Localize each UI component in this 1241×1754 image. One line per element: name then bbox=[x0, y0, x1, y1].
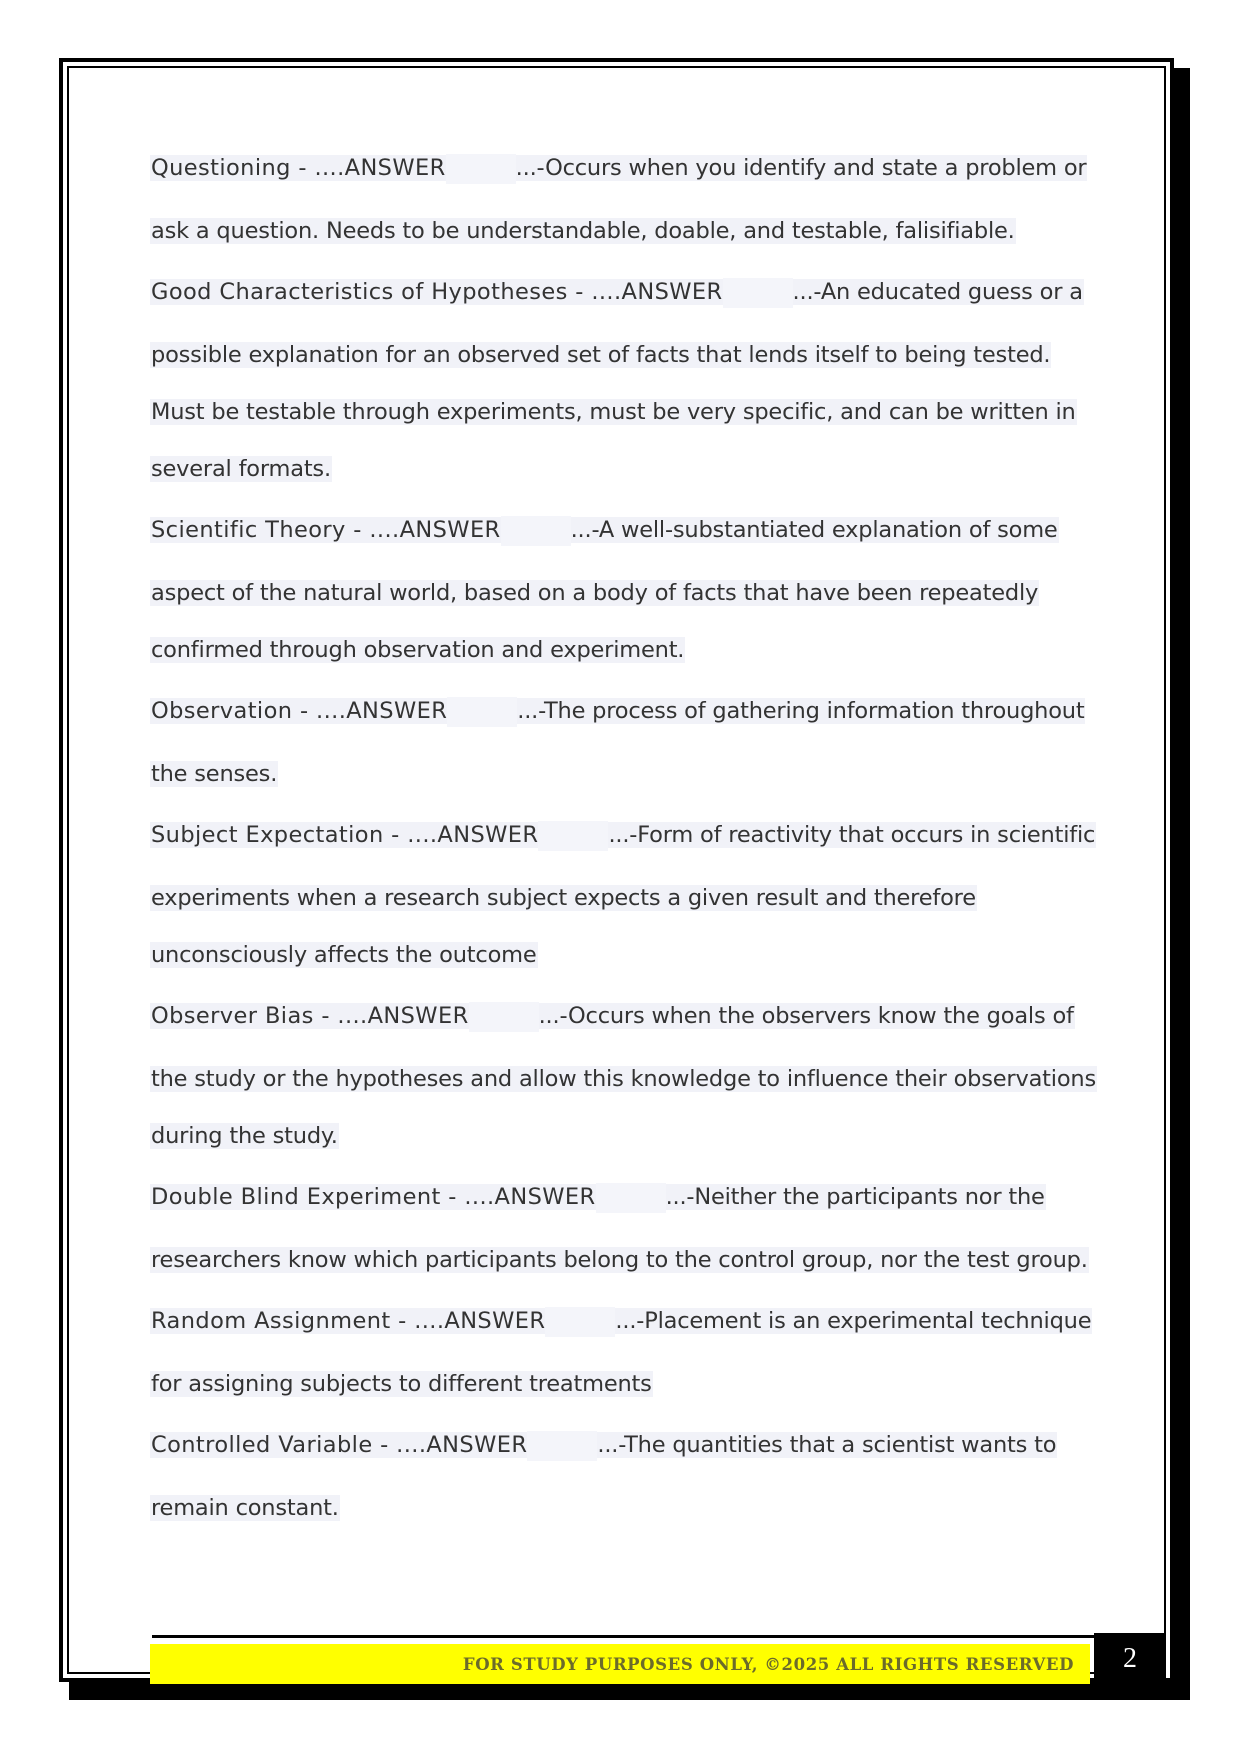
entry-answer: researchers know which participants belong to the control group, nor the test group. bbox=[151, 1247, 1088, 1273]
entry-answer: ...-Neither the participants nor the bbox=[665, 1184, 1045, 1210]
entry-answer: unconsciously affects the outcome bbox=[151, 942, 537, 968]
entry-line bbox=[150, 815, 1096, 878]
entry-line bbox=[150, 754, 1090, 815]
entry-answer: ...-An educated guess or a bbox=[792, 279, 1083, 305]
entry-answer: remain constant. bbox=[151, 1495, 339, 1521]
entry-line bbox=[150, 1488, 1090, 1549]
entry-term: Good Characteristics of Hypotheses - ....ANSWER bbox=[151, 279, 723, 305]
entry-line bbox=[150, 996, 1090, 1059]
entry-answer: Must be testable through experiments, must be very specific, and can be written in bbox=[151, 399, 1076, 425]
entry-line bbox=[150, 935, 1090, 996]
entry-answer: experiments when a research subject expects a given result and therefore bbox=[151, 885, 976, 911]
entry-line bbox=[150, 630, 1090, 691]
entry-answer: several formats. bbox=[151, 456, 331, 482]
entry-term: Observation - ....ANSWER bbox=[151, 698, 448, 724]
entry-answer: ...-The process of gathering information throughout bbox=[517, 698, 1085, 724]
entry-answer: ...-Occurs when you identify and state a problem or bbox=[515, 155, 1087, 181]
entry-line bbox=[150, 510, 1090, 573]
entry-line bbox=[150, 691, 1090, 754]
entry-answer: possible explanation for an observed set of facts that lends itself to being tested. bbox=[151, 342, 1051, 368]
entry-answer: ...-Form of reactivity that occurs in scientific bbox=[608, 822, 1096, 848]
entry-line bbox=[150, 148, 1090, 211]
footer-bar bbox=[150, 1644, 1090, 1684]
entry-line bbox=[150, 449, 1090, 510]
entry-term: Questioning - ....ANSWER bbox=[151, 155, 446, 181]
entry-answer: ...-A well-substantiated explanation of some bbox=[570, 517, 1058, 543]
entry-line bbox=[150, 878, 1090, 935]
entry-term: Controlled Variable - ....ANSWER bbox=[151, 1432, 528, 1458]
entry-line bbox=[150, 335, 1090, 392]
entry-answer: during the study. bbox=[151, 1123, 338, 1149]
entry-line bbox=[150, 573, 1090, 630]
entry-line bbox=[150, 1240, 1090, 1301]
entry-line bbox=[150, 1425, 1090, 1488]
entry-line bbox=[150, 1059, 1096, 1116]
entry-line bbox=[150, 211, 1090, 272]
entry-line bbox=[150, 1116, 1090, 1177]
entry-line bbox=[150, 1177, 1090, 1240]
entry-answer: ask a question. Needs to be understandable, doable, and testable, falisifiable. bbox=[151, 218, 1015, 244]
entry-answer: ...-Occurs when the observers know the goals of bbox=[538, 1003, 1074, 1029]
entry-term: Subject Expectation - ....ANSWER bbox=[151, 822, 539, 848]
entry-line bbox=[150, 392, 1090, 449]
entry-answer: aspect of the natural world, based on a body of facts that have been repeatedly bbox=[151, 580, 1039, 606]
page-number-box bbox=[1094, 1633, 1166, 1684]
entry-term: Scientific Theory - ....ANSWER bbox=[151, 517, 501, 543]
entry-term: Random Assignment - ....ANSWER bbox=[151, 1308, 546, 1334]
footer-notice: FOR STUDY PURPOSES ONLY, ©2025 ALL RIGHTS RESERVED bbox=[462, 1654, 1074, 1674]
entry-term: Double Blind Experiment - ....ANSWER bbox=[151, 1184, 596, 1210]
entry-answer: confirmed through observation and experiment. bbox=[151, 637, 685, 663]
qa-content bbox=[150, 148, 1096, 1549]
entry-line bbox=[150, 272, 1090, 335]
entry-line bbox=[150, 1301, 1090, 1364]
entry-answer: ...-The quantities that a scientist wants to bbox=[597, 1432, 1057, 1458]
entry-answer: the study or the hypotheses and allow this knowledge to influence their observations bbox=[151, 1066, 1096, 1092]
footer-rule bbox=[152, 1635, 1094, 1638]
entry-term: Observer Bias - ....ANSWER bbox=[151, 1003, 469, 1029]
entry-answer: the senses. bbox=[151, 761, 278, 787]
page-number: 2 bbox=[1123, 1642, 1137, 1674]
entry-line bbox=[150, 1364, 1090, 1425]
entry-answer: ...-Placement is an experimental technique bbox=[615, 1308, 1092, 1334]
entry-answer: for assigning subjects to different treatments bbox=[151, 1371, 652, 1397]
